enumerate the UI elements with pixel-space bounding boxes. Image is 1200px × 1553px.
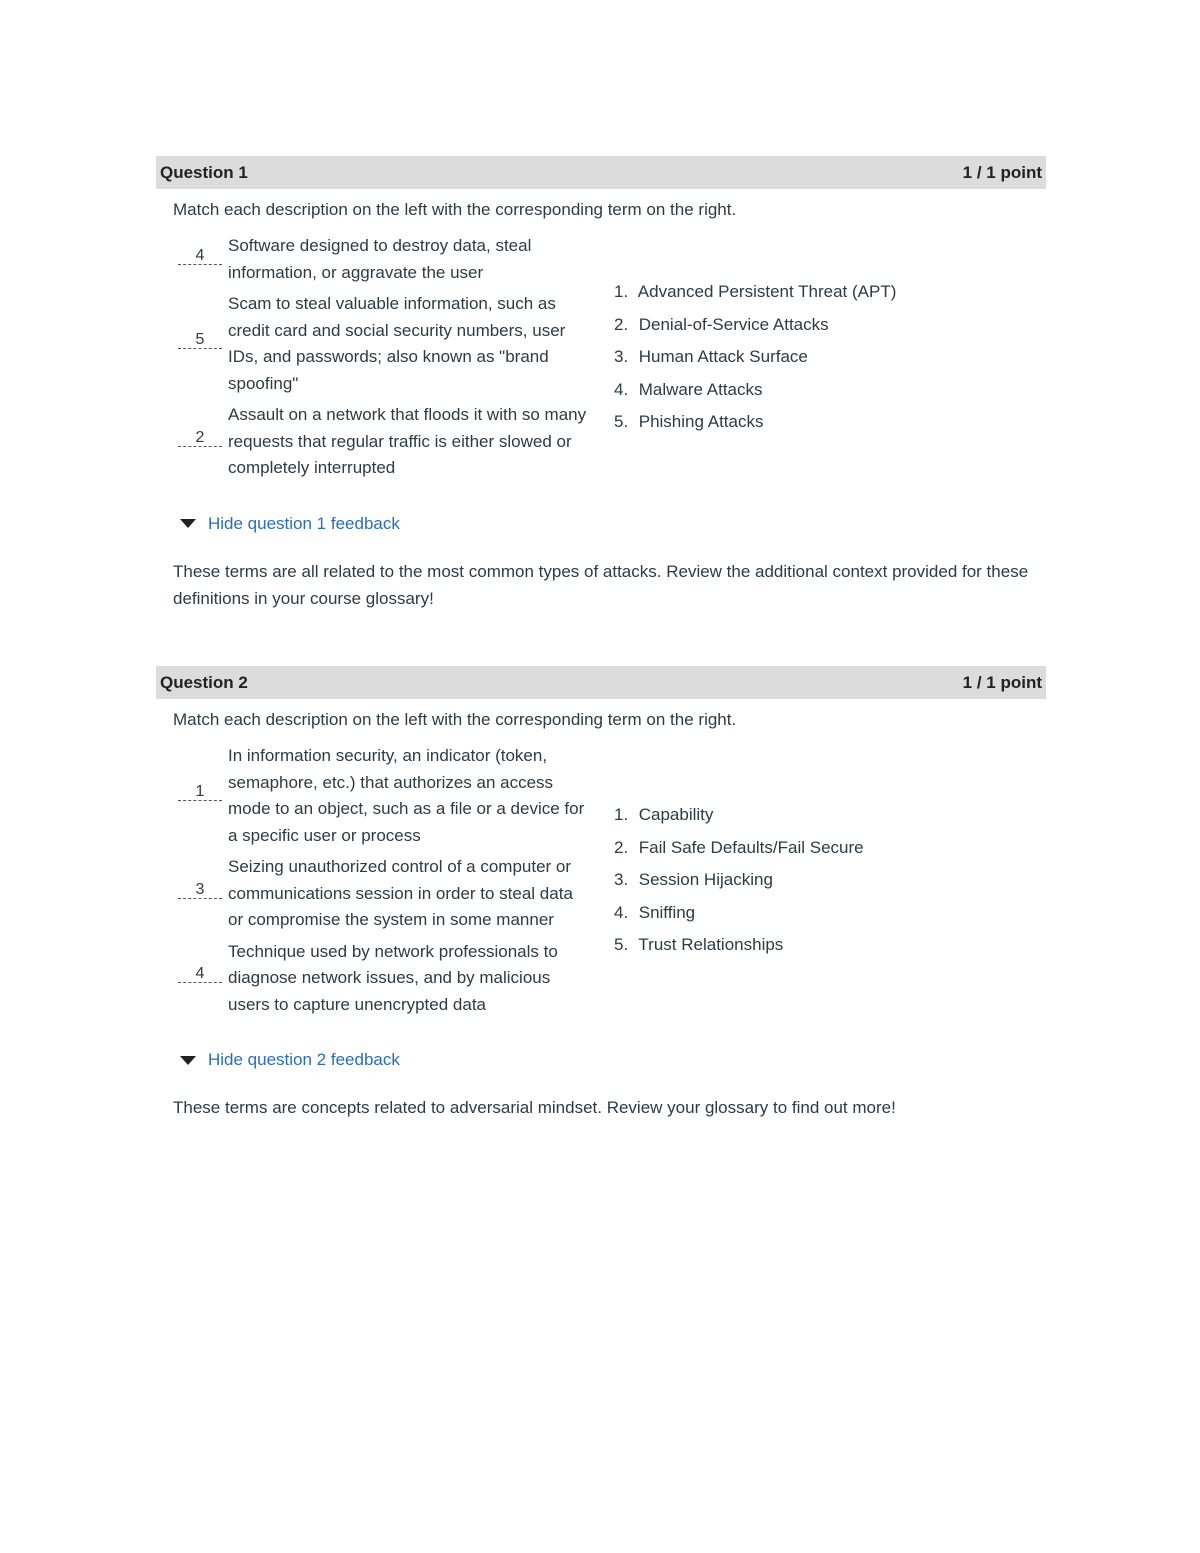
question-prompt: Match each description on the left with the corresponding term on the right. — [173, 710, 737, 729]
question-1 — [156, 156, 1046, 612]
match-row — [178, 854, 596, 934]
question-2 — [156, 666, 1046, 1121]
answer-select[interactable]: 5 — [178, 331, 222, 349]
matching-area — [156, 743, 1046, 1018]
match-row — [178, 939, 596, 1019]
match-row — [178, 402, 596, 482]
hide-feedback-toggle[interactable] — [180, 1050, 1046, 1070]
term-option: 3. Human Attack Surface — [614, 347, 808, 366]
term-option: 5. Trust Relationships — [614, 935, 784, 955]
term-option: 1. Capability — [614, 805, 714, 825]
descriptions-list — [156, 233, 596, 482]
question-score: 1 / 1 point — [962, 672, 1042, 692]
descriptions-list — [156, 743, 596, 1018]
question-prompt: Match each description on the left with the corresponding term on the right. — [173, 200, 737, 219]
feedback-toggle-label[interactable]: Hide question 1 feedback — [208, 513, 400, 533]
match-description: Scam to steal valuable information, such as credit card and social security numbers, user IDs, and passwords; also known as "brand spoofing" — [228, 294, 566, 393]
answer-select[interactable]: 4 — [178, 247, 222, 265]
term-option: 4. Sniffing — [614, 902, 696, 922]
match-row — [178, 291, 596, 397]
matching-area — [156, 233, 1046, 482]
term-option: 1. Advanced Persistent Threat (APT) — [614, 282, 897, 301]
question-title: Question 2 — [160, 672, 248, 692]
match-description: Technique used by network professionals to diagnose network issues, and by malicious users to capture unencrypted data — [228, 941, 558, 1014]
match-description: Software designed to destroy data, steal information, or aggravate the user — [228, 236, 532, 282]
question-header — [156, 666, 1046, 699]
answer-select[interactable]: 2 — [178, 429, 222, 447]
caret-down-icon[interactable] — [180, 1056, 196, 1065]
answer-select[interactable]: 4 — [178, 965, 222, 983]
question-title: Question 1 — [160, 162, 248, 182]
answer-select[interactable]: 3 — [178, 881, 222, 899]
feedback-text: These terms are concepts related to adversarial mindset. Review your glossary to find out more! — [173, 1098, 896, 1117]
match-row — [178, 743, 596, 849]
term-option: 2. Denial-of-Service Attacks — [614, 314, 829, 334]
term-option: 4. Malware Attacks — [614, 379, 763, 399]
match-description: In information security, an indicator (token, semaphore, etc.) that authorizes an access mode to an object, such as a file or a device for a specific user or process — [228, 746, 585, 845]
match-description: Assault on a network that floods it with so many requests that regular traffic is either slowed or completely interrupted — [228, 405, 587, 477]
terms-list — [596, 743, 864, 1018]
terms-list — [596, 233, 896, 482]
match-row — [178, 233, 596, 286]
answer-select[interactable]: 1 — [178, 783, 222, 801]
match-description: Seizing unauthorized control of a computer or communications session in order to steal data or compromise the system in some manner — [228, 857, 573, 929]
term-option: 5. Phishing Attacks — [614, 412, 764, 431]
term-option: 3. Session Hijacking — [614, 870, 773, 890]
feedback-toggle-label[interactable]: Hide question 2 feedback — [208, 1050, 400, 1069]
caret-down-icon[interactable] — [180, 519, 196, 528]
hide-feedback-toggle[interactable] — [180, 514, 1046, 534]
term-option: 2. Fail Safe Defaults/Fail Secure — [614, 837, 864, 857]
feedback-text: These terms are all related to the most common types of attacks. Review the additional context provided for these definitions in your course glossary! — [173, 561, 1029, 608]
question-header — [156, 156, 1046, 189]
question-score: 1 / 1 point — [962, 162, 1042, 182]
